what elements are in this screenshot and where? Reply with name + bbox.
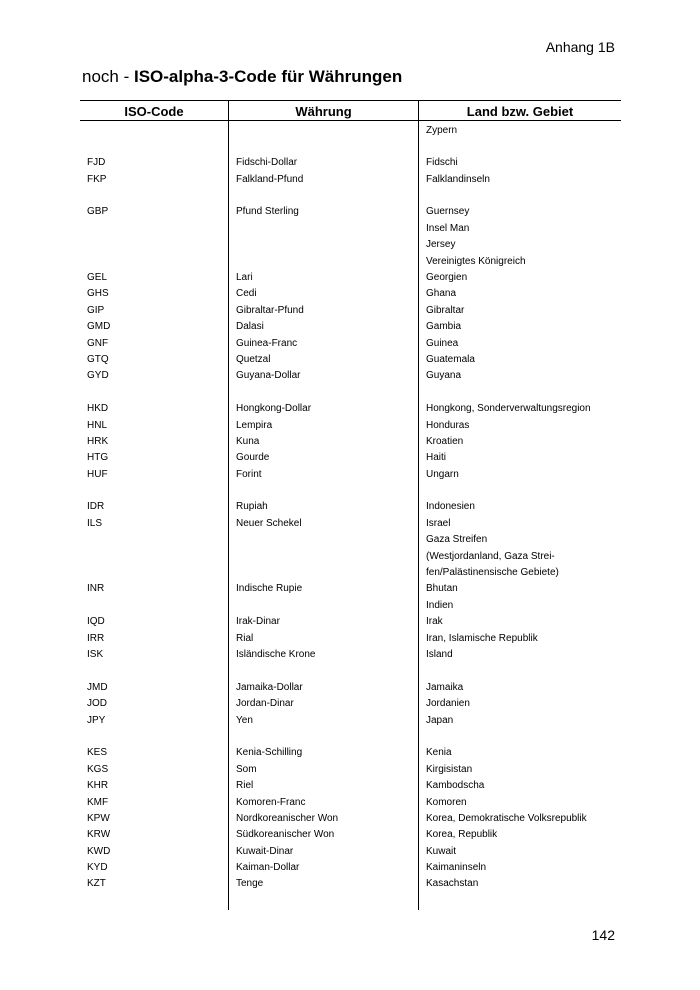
cell-country: Vereinigtes Königreich <box>426 255 526 267</box>
cell-iso-code: KHR <box>87 780 109 792</box>
cell-country: Guinea <box>426 337 459 349</box>
cell-currency: Gibraltar-Pfund <box>236 304 304 316</box>
cell-country: Iran, Islamische Republik <box>426 632 538 644</box>
cell-country: Kuwait <box>426 845 457 857</box>
cell-currency: Pfund Sterling <box>236 206 299 218</box>
cell-country: Komoren <box>426 796 467 808</box>
table-row <box>80 876 621 892</box>
cell-iso-code: IRR <box>87 632 105 644</box>
cell-currency: Indische Rupie <box>236 583 303 595</box>
title-bold: ISO-alpha-3-Code für Währungen <box>133 67 403 86</box>
cell-currency: Cedi <box>236 288 257 300</box>
cell-country: Indien <box>426 599 454 611</box>
column-header-country: Land bzw. Gebiet <box>466 104 574 119</box>
cell-country: Gibraltar <box>426 304 465 316</box>
cell-currency: Jamaika-Dollar <box>236 681 303 693</box>
cell-iso-code: ILS <box>87 517 103 529</box>
cell-country: Guyana <box>426 370 462 382</box>
table-row <box>80 336 621 352</box>
appendix-label: Anhang 1B <box>545 39 615 55</box>
table-row <box>80 270 621 286</box>
table-row <box>80 139 621 155</box>
table-row <box>80 352 621 368</box>
table-row <box>80 713 621 729</box>
column-header-currency: Währung <box>295 104 352 119</box>
cell-iso-code: KGS <box>87 763 109 775</box>
table-row <box>80 581 621 597</box>
table-row <box>80 631 621 647</box>
cell-iso-code: KPW <box>87 812 110 824</box>
cell-iso-code: KYD <box>87 862 108 874</box>
cell-iso-code: JMD <box>87 681 108 693</box>
cell-currency: Isländische Krone <box>236 649 316 660</box>
table-row <box>80 188 621 204</box>
table-header-rule <box>80 120 621 121</box>
cell-iso-code: KRW <box>87 829 111 841</box>
table-row <box>80 663 621 679</box>
cell-country: Hongkong, Sonderverwaltungsregion <box>426 403 591 415</box>
table-row <box>80 401 621 417</box>
cell-country: Jamaika <box>426 681 464 693</box>
table-row <box>80 303 621 319</box>
cell-country: (Westjordanland, Gaza Strei- <box>426 550 555 562</box>
table-row <box>80 729 621 745</box>
table-row <box>80 172 621 188</box>
table-body <box>80 123 621 893</box>
cell-iso-code: GBP <box>87 206 109 218</box>
cell-iso-code: FKP <box>87 173 107 185</box>
cell-iso-code: HUF <box>87 468 108 480</box>
cell-iso-code: GEL <box>87 272 108 284</box>
cell-iso-code: JPY <box>87 714 106 726</box>
cell-country: Insel Man <box>426 222 470 234</box>
table-row <box>80 795 621 811</box>
cell-currency: Gourde <box>236 452 270 464</box>
cell-country: Honduras <box>426 419 470 431</box>
cell-country: Bhutan <box>426 583 458 595</box>
cell-country: Korea, Demokratische Volksrepublik <box>426 812 587 824</box>
cell-currency: Nordkoreanischer Won <box>236 812 339 824</box>
cell-currency: Lari <box>236 272 253 284</box>
cell-iso-code: FJD <box>87 157 106 169</box>
cell-country: Kasachstan <box>426 878 479 890</box>
cell-currency: Neuer Schekel <box>236 517 302 529</box>
table-row <box>80 204 621 220</box>
table-row <box>80 286 621 302</box>
cell-country: Irak <box>426 616 443 628</box>
cell-currency: Yen <box>236 714 253 726</box>
cell-currency: Komoren-Franc <box>236 796 306 808</box>
table-row <box>80 860 621 876</box>
table-row <box>80 385 621 401</box>
cell-country: Georgien <box>426 272 468 284</box>
cell-currency: Südkoreanischer Won <box>236 829 335 841</box>
cell-iso-code: KWD <box>87 845 111 857</box>
table-row <box>80 499 621 515</box>
table-row <box>80 155 621 171</box>
cell-iso-code: HRK <box>87 435 109 447</box>
cell-country: fen/Palästinensische Gebiete) <box>426 567 559 579</box>
cell-iso-code: GYD <box>87 370 109 382</box>
cell-currency: Rupiah <box>236 501 268 513</box>
cell-currency: Dalasi <box>236 321 264 333</box>
table-row <box>80 549 621 565</box>
cell-currency: Kaiman-Dollar <box>236 862 300 874</box>
table-row <box>80 368 621 384</box>
table-row <box>80 123 621 139</box>
table-row <box>80 516 621 532</box>
cell-country: Kambodscha <box>426 780 485 792</box>
table-row <box>80 467 621 483</box>
cell-iso-code: GMD <box>87 321 111 333</box>
cell-currency: Tenge <box>236 878 264 890</box>
table-row <box>80 827 621 843</box>
cell-country: Guernsey <box>426 206 470 218</box>
table-row <box>80 647 621 663</box>
cell-iso-code: IQD <box>87 616 105 628</box>
cell-iso-code: GHS <box>87 288 109 300</box>
cell-country: Fidschi <box>426 157 458 169</box>
cell-currency: Lempira <box>236 419 273 431</box>
table-row <box>80 418 621 434</box>
cell-country: Kroatien <box>426 435 464 447</box>
cell-iso-code: HTG <box>87 452 109 464</box>
cell-currency: Hongkong-Dollar <box>236 403 312 415</box>
cell-iso-code: KES <box>87 747 108 759</box>
cell-currency: Quetzal <box>236 353 271 365</box>
table-row <box>80 598 621 614</box>
table-row <box>80 811 621 827</box>
page-number: 142 <box>591 927 615 943</box>
cell-country: Kaimaninseln <box>426 862 487 874</box>
table-row <box>80 532 621 548</box>
cell-country: Gaza Streifen <box>426 534 488 546</box>
cell-country: Jordanien <box>426 698 470 710</box>
cell-iso-code: INR <box>87 583 105 595</box>
cell-iso-code: HNL <box>87 419 108 431</box>
table-row <box>80 844 621 860</box>
cell-iso-code: HKD <box>87 403 109 415</box>
cell-country: Haiti <box>426 452 447 464</box>
table-row <box>80 614 621 630</box>
column-header-iso-code: ISO-Code <box>124 104 184 119</box>
cell-currency: Som <box>236 763 257 775</box>
title-prefix: noch - <box>82 67 134 86</box>
table-row <box>80 565 621 581</box>
cell-currency: Guyana-Dollar <box>236 370 301 382</box>
cell-iso-code: ISK <box>87 649 104 660</box>
cell-iso-code: IDR <box>87 501 105 513</box>
cell-country: Falklandinseln <box>426 173 490 185</box>
table-row <box>80 319 621 335</box>
table-row <box>80 762 621 778</box>
cell-currency: Forint <box>236 468 262 480</box>
cell-iso-code: GNF <box>87 337 109 349</box>
table-row <box>80 680 621 696</box>
cell-iso-code: GIP <box>87 304 105 316</box>
cell-country: Island <box>426 649 453 660</box>
table-row <box>80 696 621 712</box>
cell-country: Japan <box>426 714 454 726</box>
cell-country: Ungarn <box>426 468 459 480</box>
cell-currency: Riel <box>236 780 254 792</box>
cell-country: Korea, Republik <box>426 829 498 841</box>
cell-country: Zypern <box>426 124 458 136</box>
cell-country: Ghana <box>426 288 457 300</box>
cell-country: Kenia <box>426 747 452 759</box>
table-row <box>80 778 621 794</box>
cell-iso-code: KMF <box>87 796 109 808</box>
cell-country: Israel <box>426 517 451 529</box>
cell-country: Kirgisistan <box>426 763 473 775</box>
cell-iso-code: JOD <box>87 698 107 710</box>
cell-currency: Guinea-Franc <box>236 337 298 349</box>
table-row <box>80 434 621 450</box>
cell-currency: Rial <box>236 632 254 644</box>
table-top-rule <box>80 100 621 101</box>
cell-country: Indonesien <box>426 501 475 513</box>
table-row <box>80 237 621 253</box>
cell-currency: Kuwait-Dinar <box>236 845 294 857</box>
cell-country: Guatemala <box>426 353 475 365</box>
table-row <box>80 450 621 466</box>
cell-currency: Fidschi-Dollar <box>236 157 298 169</box>
cell-currency: Jordan-Dinar <box>236 698 294 710</box>
cell-country: Jersey <box>426 239 456 251</box>
cell-iso-code: KZT <box>87 878 106 890</box>
cell-currency: Kenia-Schilling <box>236 747 303 759</box>
table-row <box>80 483 621 499</box>
cell-currency: Irak-Dinar <box>236 616 280 628</box>
table-row <box>80 254 621 270</box>
cell-iso-code: GTQ <box>87 353 109 365</box>
cell-currency: Kuna <box>236 435 260 447</box>
cell-country: Gambia <box>426 321 462 333</box>
table-row <box>80 221 621 237</box>
table-row <box>80 745 621 761</box>
cell-currency: Falkland-Pfund <box>236 173 304 185</box>
page-title <box>82 67 402 87</box>
